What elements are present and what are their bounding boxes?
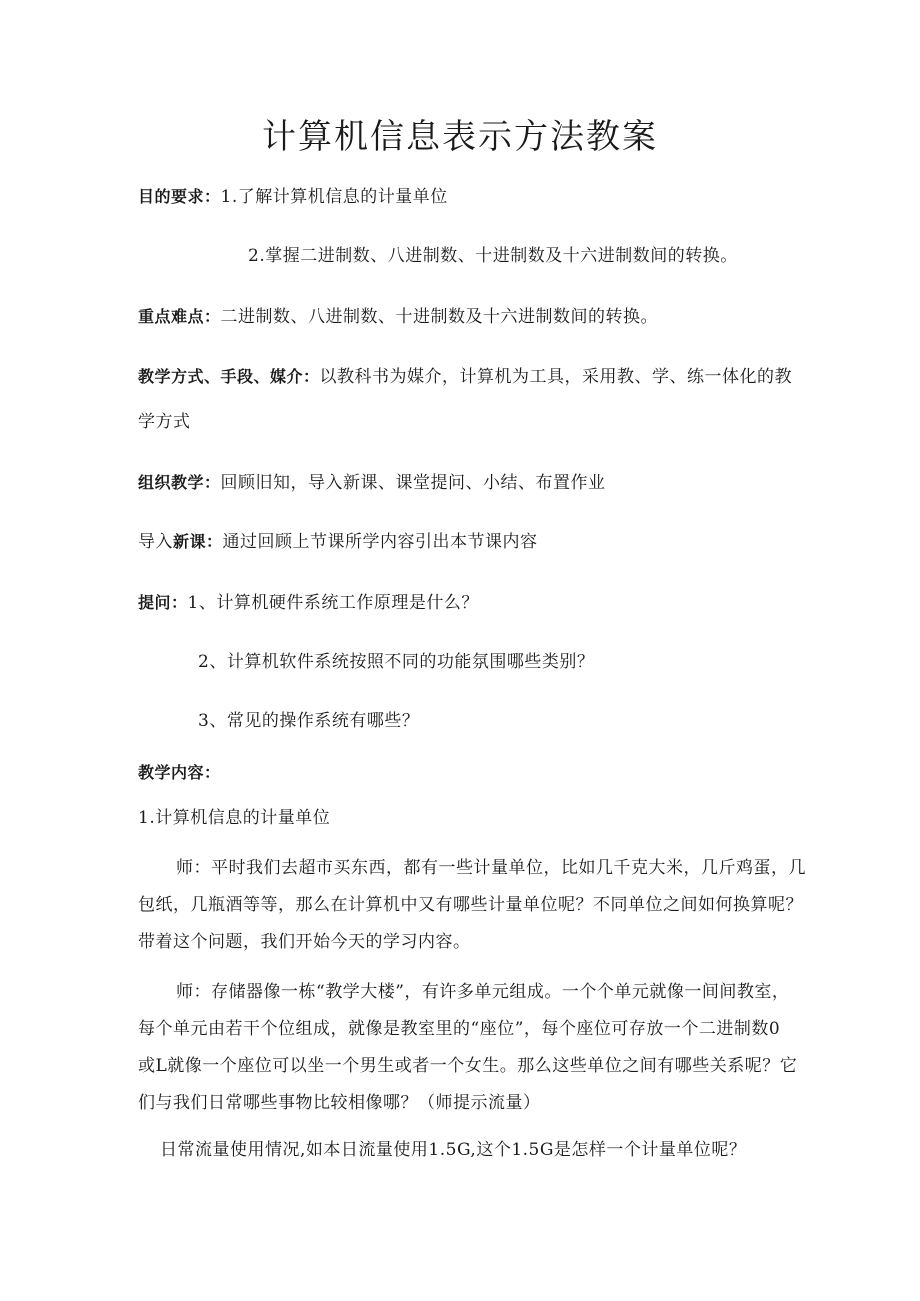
teaching-method-line-1: [138, 365, 792, 389]
organization-label: 组织教学：: [138, 473, 221, 492]
objectives-item-1: 1.了解计算机信息的计量单位: [220, 187, 448, 207]
question-3: 3、常见的操作系统有哪些？: [198, 711, 420, 731]
objectives-item-2: 2.掌握二进制数、八进制数、十进制数及十六进制数间的转换。: [248, 246, 738, 266]
introduction-label-bold: 新课：: [173, 532, 223, 551]
introduction-text: 通过回顾上节课所学内容引出本节课内容: [222, 532, 538, 552]
para2-line-3: 或L就像一个座位可以坐一个男生或者一个女生。那么这些单位之间有哪些关系呢？它: [138, 1056, 798, 1076]
para1-line-1: 师：平时我们去超市买东西，都有一些计量单位，比如几千克大米，几斤鸡蛋，几: [176, 858, 806, 878]
para2-line-1: 师：存储器像一栋“教学大楼”，有许多单元组成。一个个单元就像一间间教室，: [176, 982, 790, 1002]
para2-line-2: 每个单元由若干个位组成，就像是教室里的“座位”，每个座位可存放一个二进制数0: [138, 1019, 781, 1039]
teaching-method-text-1: 以教科书为媒介，计算机为工具，采用教、学、练一体化的教: [319, 367, 793, 387]
introduction-label-plain: 导入: [138, 532, 173, 552]
key-points-label: 重点难点：: [138, 307, 221, 326]
teaching-method-label: 教学方式、手段、媒介：: [138, 367, 320, 386]
para1-line-3: 带着这个问题，我们开始今天的学习内容。: [138, 932, 471, 952]
key-points-text: 二进制数、八进制数、十进制数及十六进制数间的转换。: [220, 307, 659, 327]
organization-text: 回顾旧知，导入新课、课堂提问、小结、布置作业: [220, 473, 606, 493]
organization-line: [138, 471, 606, 495]
para2-line-4: 们与我们日常哪些事物比较相像哪？（师提示流量）: [138, 1093, 541, 1113]
content-label: 教学内容：: [138, 763, 221, 782]
introduction-line: [138, 530, 538, 554]
questions-line-1: [138, 591, 479, 615]
teaching-method-text-2: 学方式: [138, 412, 191, 432]
objectives-label: 目的要求：: [138, 187, 221, 206]
objectives-line-1: [138, 185, 448, 209]
question-2: 2、计算机软件系统按照不同的功能氛围哪些类别？: [198, 652, 595, 672]
questions-label: 提问：: [138, 593, 188, 612]
content-section-1: 1.计算机信息的计量单位: [138, 808, 331, 828]
para3: 日常流量使用情况,如本日流量使用1.5G,这个1.5G是怎样一个计量单位呢？: [160, 1140, 747, 1160]
key-points-line: [138, 305, 658, 329]
para1-line-2: 包纸，几瓶酒等等，那么在计算机中又有哪些计量单位呢？不同单位之间如何换算呢？: [138, 895, 803, 915]
page-title: 计算机信息表示方法教案: [262, 117, 658, 157]
question-1: 1、计算机硬件系统工作原理是什么？: [187, 593, 479, 613]
